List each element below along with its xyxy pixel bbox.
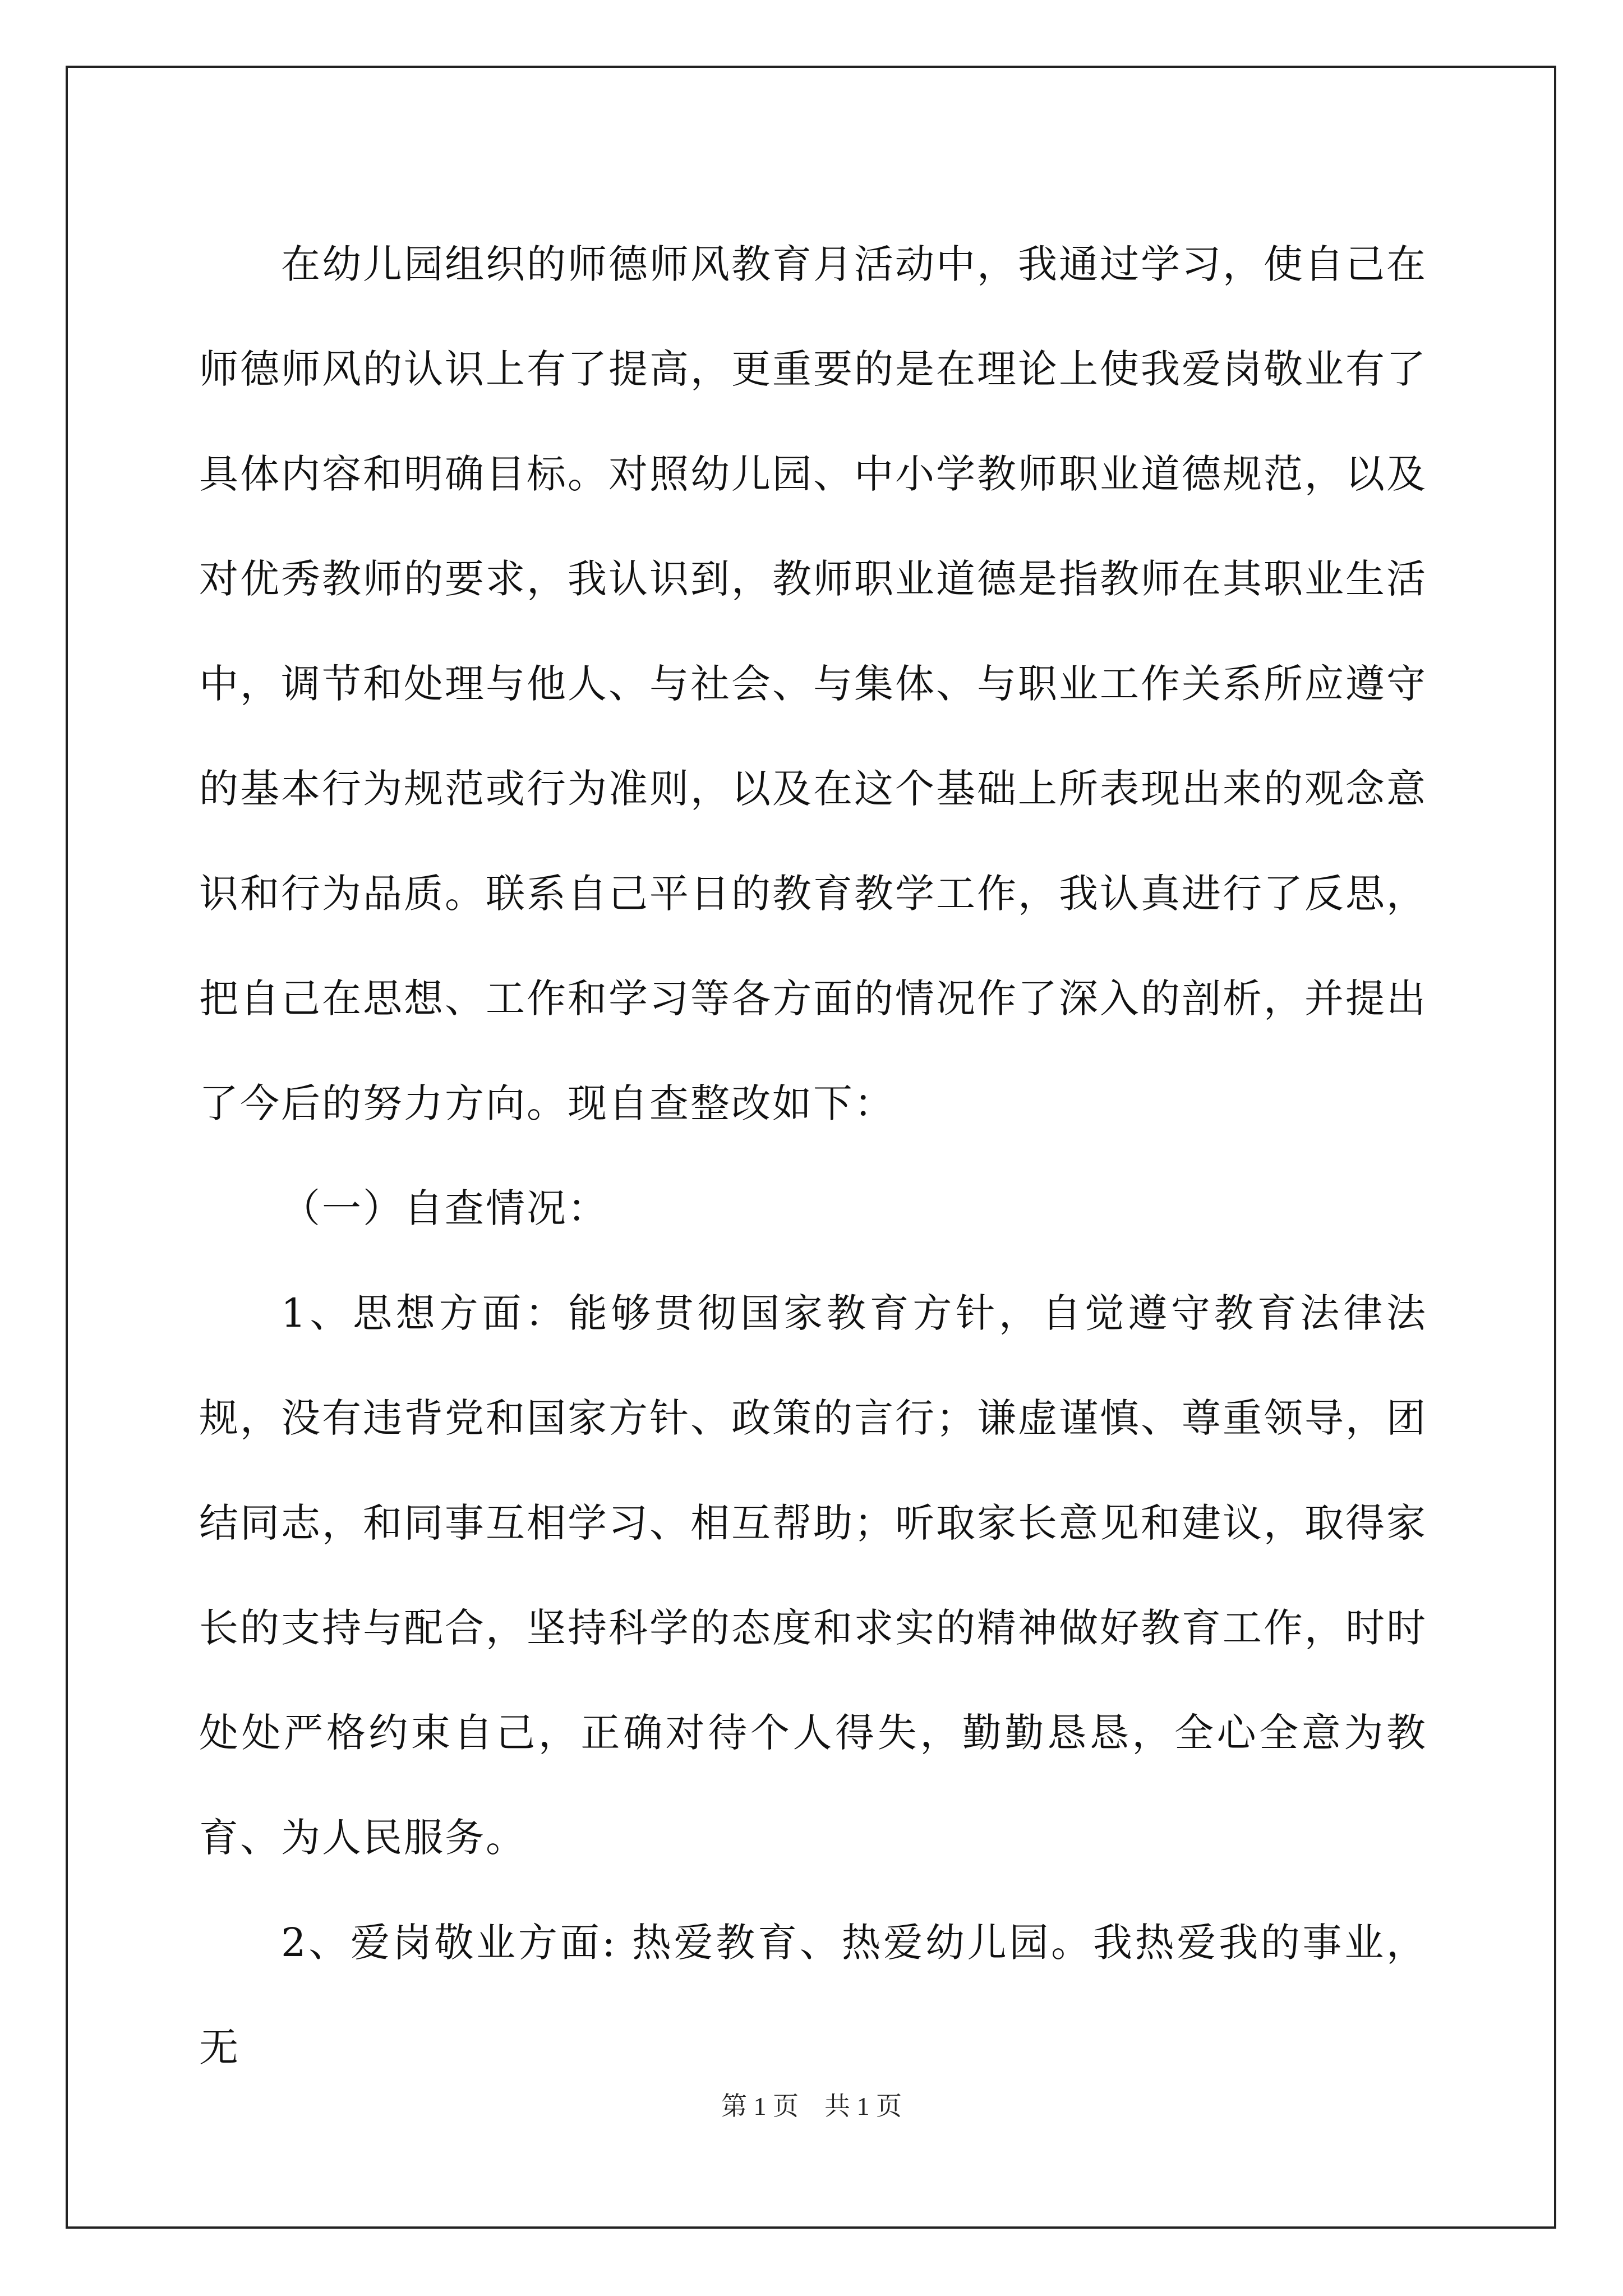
paragraph-intro: 在幼儿园组织的师德师风教育月活动中，我通过学习，使自己在师德师风的认识上有了提高，更重要的是在理论上使我爱岗敬业有了具体内容和明确目标。对照幼儿园、中小学教师职业道德规范，以及对优秀教师的要求，我认识到，教师职业道德是指教师在其职业生活中，调节和处理与他人、与社会、与集体、与职业工作关系所应遵守的基本行为规范或行为准则，以及在这个基础上所表现出来的观念意识和行为品质。联系自己平日的教育教学工作，我认真进行了反思，把自己在思想、工作和学习等各方面的情况作了深入的剖析，并提出了今后的努力方向。现自查整改如下： <box>199 241 1427 1126</box>
document-body <box>199 212 1427 2100</box>
paragraph-ideology: 1、思想方面：能够贯彻国家教育方针，自觉遵守教育法律法规，没有违背党和国家方针、政策的言行；谦虚谨慎、尊重领导，团结同志，和同事互相学习、相互帮助；听取家长意见和建议，取得家长的支持与配合，坚持科学的态度和求实的精神做好教育工作，时时处处严格约束自己，正确对待个人得失，勤勤恳恳，全心全意为教育、为人民服务。 <box>199 1290 1427 1861</box>
section-heading-self-check: （一）自查情况： <box>281 1185 608 1231</box>
paragraph-dedication: 2、爱岗敬业方面: 热爱教育、热爱幼儿园。我热爱我的事业，无 <box>199 1920 1427 2070</box>
page-footer: 第 1 页 共 1 页 <box>721 2092 902 2120</box>
